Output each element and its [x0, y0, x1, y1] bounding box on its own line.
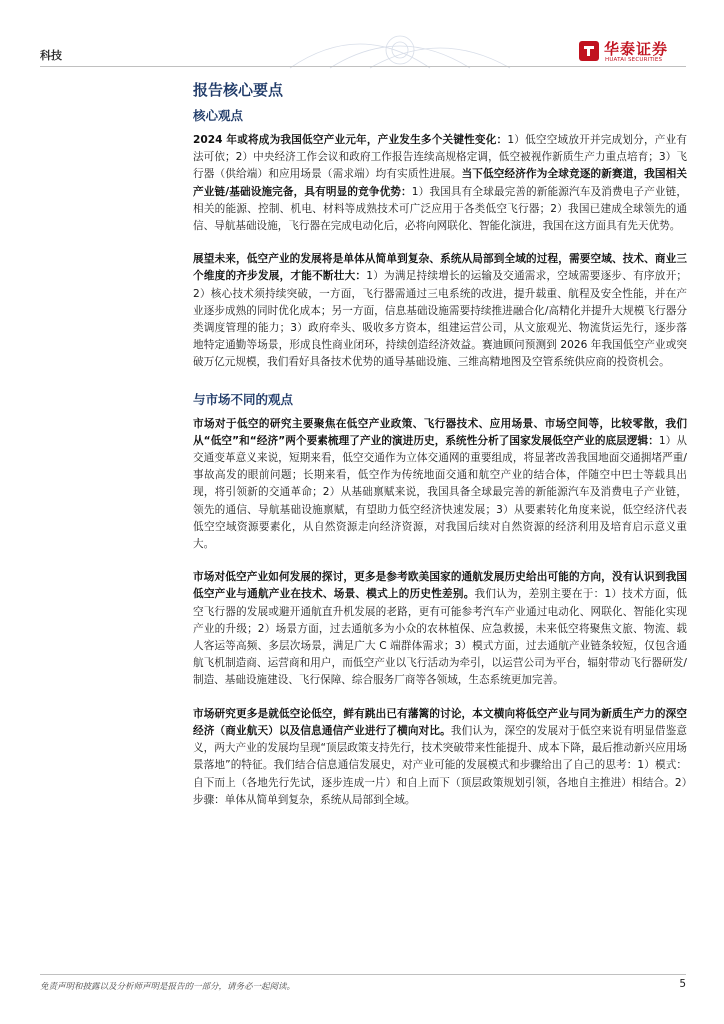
diff-p2-bold: 市场对低空产业如何发展的探讨，更多是参考欧美国家的通航发展历史给出可能的方向，没有认识到我国低空产业与通航产业在技术、场景、模式上的历史性差别。 — [193, 571, 687, 601]
footer-disclaimer: 免责声明和披露以及分析师声明是报告的一部分，请务必一起阅读。 — [40, 982, 296, 992]
logo-chinese-name: 华泰证券 — [604, 40, 669, 58]
core-paragraph-2 — [193, 251, 687, 371]
core-p1-text2: 1）我国具有全球最完善的新能源汽车及消费电子产业链，相关的能源、控制、机电、材料等成熟技术可广泛应用于各类低空飞行器；2）我国已建成全球领先的通信、导航基础设施，飞行器在完成电动化后，必将向网联化、智能化演进，我国在这方面具有先天优势。 — [193, 185, 687, 233]
diff-paragraph-3 — [193, 706, 687, 809]
core-p1-text: 1）低空空域放开并完成划分，产业有法可依；2）中央经济工作会议和政府工作报告连续高规格定调，低空被视作新质生产力重点培育；3）飞行器（供给端）和应用场景（需求端）均有实质性进展。 — [193, 134, 687, 181]
page-number: 5 — [679, 978, 686, 990]
footer-divider — [40, 974, 686, 975]
diff-paragraph-1 — [193, 416, 687, 554]
core-view-heading: 核心观点 — [193, 108, 244, 123]
decorative-header-graphic — [270, 30, 530, 70]
core-p2-text: 1）为满足持续增长的运输及交通需求，空域需要逐步、有序放开；2）核心技术须持续突破，一方面，飞行器需通过三电系统的改进，提升载重、航程及安全性能，并在产业逐步成熟的同时优化成本；另一方面，信息基础设施需要持续推进融合化/高精化并提升大规模飞行器分类调度管理的能力；3）政府牵头、吸收多方资本，组建运营公司，从文旅观光、物流货运先行，逐步落地特定通勤等场景，形成良性商业闭环，持续创造经济效益。赛迪顾问预测到 2026 年我国低空产业或突破万亿元规模，我们看好具备技术优势的通导基础设施、三维高精地图及空管系统供应商的投资机会。 — [193, 270, 687, 369]
logo-english-name: HUATAI SECURITIES — [605, 57, 663, 63]
different-view-heading: 与市场不同的观点 — [193, 391, 294, 407]
core-p1-bold2: 当下低空经济作为全球竞逐的新赛道，我国相关产业链/基础设施完备，具有明显的竞争优势： — [193, 168, 688, 198]
main-content — [193, 80, 687, 809]
huatai-logo — [578, 38, 688, 66]
core-p1-bold: 2024 年或将成为我国低空产业元年，产业发生多个关键性变化： — [193, 134, 508, 146]
core-paragraph-1 — [193, 132, 687, 235]
diff-p3-bold: 市场研究更多是就低空论低空，鲜有跳出已有藩篱的讨论，本文横向将低空产业与同为新质生产力的深空经济（商业航天）以及信息通信产业进行了横向对比。 — [193, 707, 687, 737]
diff-p1-bold: 市场对于低空的研究主要聚焦在低空产业政策、飞行器技术、应用场景、市场空间等，比较零散，我们从“低空”和“经济”两个要素梳理了产业的演进历史，系统性分析了国家发展低空产业的底层逻辑： — [193, 417, 687, 447]
huatai-logo-mark-icon — [578, 40, 600, 62]
page-title: 报告核心要点 — [193, 81, 284, 99]
diff-paragraph-2 — [193, 569, 687, 689]
diff-p1-text: 1）从交通变革意义来说，短期来看，低空交通作为立体交通网的重要组成，将显著改善我国地面交通拥堵严重/事故高发的眼前问题；长期来看，低空作为传统地面交通和航空产业的结合体，伴随空中巴士等载具出现，将引领新的交通革命；2）从基础禀赋来说，我国具备全球最完善的新能源汽车及消费电子产业链，领先的通信、导航基础设施禀赋，有望助力低空经济快速发展；3）从要素转化角度来说，低空经济代表低空空域资源要素化，从自然资源走向经济资源，对我国后续对自然资源的经济利用及培育启示意义重大。 — [193, 434, 687, 551]
header-divider — [40, 66, 686, 67]
diff-p2-text: 我们认为，差别主要在于：1）技术方面，低空飞行器的发展或避开通航直升机发展的老路，更有可能参考汽车产业通过电动化、网联化、智能化实现产业的升级；2）场景方面，过去通航多为小众的农林植保、应急救援，未来低空将聚焦文旅、物流、载人客运等高频、多层次场景，满足广大 C 端群体需求；3）模式方面，过去通航产业链条较短，仅包含通航飞机制造商、运营商和用户，而低空产业以飞行活动为牵引，以运营公司为平台，辐射带动飞行器研发/制造、基础设施建设、飞行保障、综合服务厂商等各领域，生态系统更加完善。 — [193, 588, 687, 687]
diff-p3-text: 我们认为，深空的发展对于低空来说有明显借鉴意义，两大产业的发展均呈现“顶层政策支持先行，技术突破带来性能提升、成本下降，最后推动新兴应用场景落地”的特征。我们结合信息通信发展史，对产业可能的发展模式和步骤给出了自己的思考：1）模式：自下而上（各地先行先试，逐步连成一片）和自上而下（顶层政策规划引领，各地自主推进）相结合。2）步骤：单体从简单到复杂，系统从局部到全域。 — [193, 724, 688, 806]
core-p2-bold: 展望未来，低空产业的发展将是单体从简单到复杂、系统从局部到全域的过程，需要空域、技术、商业三个维度的齐步发展，才能不断壮大： — [193, 253, 687, 283]
header-section-label: 科技 — [40, 49, 62, 62]
